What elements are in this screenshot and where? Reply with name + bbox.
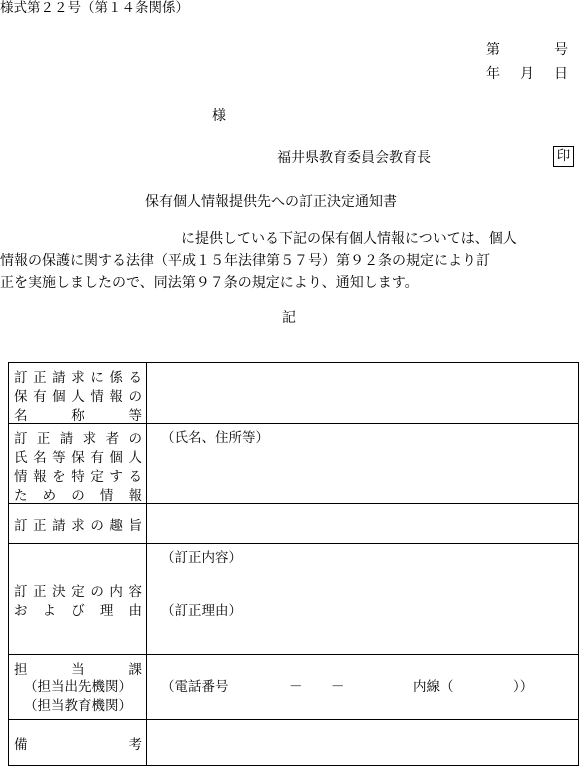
date-year-label: 年 — [486, 66, 500, 82]
label-char: 正 — [33, 369, 47, 386]
label-char: を — [52, 468, 66, 485]
row-label — [9, 544, 147, 655]
row-label — [9, 363, 147, 424]
label-line — [14, 404, 142, 423]
label-line — [14, 427, 142, 446]
label-char: 有 — [90, 449, 104, 466]
label-char: 定 — [71, 583, 85, 600]
label-char: よ — [42, 602, 57, 619]
issuer-name: 福井県教育委員会教育長 — [277, 150, 431, 166]
ki-heading: 記 — [282, 310, 296, 326]
value-cell[interactable] — [147, 544, 579, 655]
label-char: 求 — [82, 430, 97, 447]
cell-note: （訂正理由） — [161, 603, 242, 619]
label-char: 理 — [99, 602, 114, 619]
label-char: 正 — [33, 517, 47, 534]
label-char: 個 — [52, 388, 66, 405]
table-row — [9, 720, 579, 766]
label-char: 当 — [71, 662, 85, 678]
label-char: 者 — [105, 430, 120, 447]
label-line — [14, 599, 142, 618]
label-char: 訂 — [14, 369, 28, 386]
label-char: 名 — [14, 407, 28, 424]
label-char: 情 — [90, 388, 104, 405]
label-line — [14, 465, 142, 484]
form-number-label: 様式第２２号（第１４条関係） — [0, 0, 189, 16]
label-char: に — [90, 369, 104, 386]
label-line — [14, 446, 142, 465]
label-char: 定 — [90, 468, 104, 485]
table-row — [9, 504, 579, 544]
label-char: 報 — [33, 468, 47, 485]
value-cell[interactable] — [147, 363, 579, 424]
label-char: 訂 — [14, 583, 28, 600]
label-line — [14, 366, 142, 385]
table-row — [9, 424, 579, 504]
document-title: 保有個人情報提供先への訂正決定通知書 — [145, 194, 397, 210]
label-line — [14, 514, 142, 533]
details-table — [8, 362, 579, 766]
label-char: 請 — [59, 430, 74, 447]
label-char: 請 — [52, 369, 66, 386]
label-line — [14, 733, 142, 752]
label-char: の — [128, 388, 142, 405]
body-paragraph — [0, 228, 577, 294]
label-char: 趣 — [109, 517, 123, 534]
label-char: お — [14, 602, 28, 619]
row-label — [9, 720, 147, 766]
body-line: 情報の保護に関する法律（平成１５年法律第５７号）第９２条の規定により訂 — [0, 253, 490, 269]
label-char: る — [128, 369, 142, 386]
label-char: す — [109, 468, 123, 485]
label-line — [14, 385, 142, 404]
value-cell[interactable] — [147, 504, 579, 544]
label-char: 課 — [128, 662, 142, 678]
table-row — [9, 544, 579, 655]
date-month-label: 月 — [520, 66, 534, 82]
label-char: 保 — [71, 449, 85, 466]
label-char: め — [42, 487, 57, 504]
closing-paren: ）） — [513, 678, 534, 695]
label-char: 報 — [109, 388, 123, 405]
value-cell[interactable] — [147, 720, 579, 766]
addressee-suffix: 様 — [212, 108, 226, 124]
label-char: の — [128, 430, 142, 447]
label-char: 由 — [128, 602, 142, 619]
cell-note: （訂正内容） — [161, 550, 242, 566]
label-char: 名 — [33, 449, 47, 466]
document-number-suffix: 号 — [554, 42, 568, 58]
label-char: び — [71, 602, 85, 619]
label-char: 求 — [71, 369, 85, 386]
document-number-label: 第 — [486, 42, 500, 58]
label-line: （担当出先機関） — [24, 678, 132, 695]
label-line — [14, 580, 142, 599]
label-char: の — [71, 487, 85, 504]
label-char: 考 — [128, 736, 142, 753]
label-char: た — [14, 487, 28, 504]
label-char: 請 — [52, 517, 66, 534]
label-char: 情 — [99, 487, 114, 504]
label-char: 称 — [71, 407, 85, 424]
extension-label: 内線（ — [413, 678, 454, 695]
label-char: 訂 — [14, 430, 28, 447]
phone-label: （電話番号 — [161, 678, 229, 695]
label-char: 備 — [14, 736, 28, 753]
label-char: 担 — [14, 662, 28, 678]
body-line: に提供している下記の保有個人情報については、個人 — [181, 231, 517, 247]
row-label — [9, 504, 147, 544]
label-char: 有 — [33, 388, 47, 405]
table-row — [9, 363, 579, 424]
cell-note: （氏名、住所等） — [161, 430, 269, 446]
label-char: 報 — [128, 487, 142, 504]
label-char: 情 — [14, 468, 28, 485]
label-char: 訂 — [14, 517, 28, 534]
value-cell[interactable] — [147, 424, 579, 504]
label-line — [14, 484, 142, 503]
label-char: 係 — [109, 369, 123, 386]
seal-mark: 印 — [553, 146, 574, 167]
label-char: 特 — [71, 468, 85, 485]
label-char: る — [128, 468, 142, 485]
label-char: の — [90, 583, 104, 600]
label-char: 個 — [109, 449, 123, 466]
row-label — [9, 424, 147, 504]
table-row — [9, 655, 579, 720]
label-char: 容 — [128, 583, 142, 600]
label-char: の — [90, 517, 104, 534]
label-char: 等 — [128, 407, 142, 424]
body-line: 正を実施しましたので、同法第９７条の規定により、通知します。 — [0, 275, 419, 291]
label-char: 求 — [71, 517, 85, 534]
date-day-label: 日 — [554, 66, 568, 82]
label-char: 人 — [128, 449, 142, 466]
label-char: 等 — [52, 449, 66, 466]
label-char: 正 — [33, 583, 47, 600]
label-char: 正 — [36, 430, 51, 447]
label-line — [14, 659, 142, 678]
phone-dash: － — [331, 678, 345, 695]
label-char: 人 — [71, 388, 85, 405]
phone-line — [161, 678, 578, 697]
label-char: 氏 — [14, 449, 28, 466]
label-char: 内 — [109, 583, 123, 600]
value-cell[interactable] — [147, 655, 579, 720]
label-char: 決 — [52, 583, 66, 600]
phone-dash: － — [289, 678, 303, 695]
row-label — [9, 655, 147, 720]
label-char: 旨 — [128, 517, 142, 534]
label-line: （担当教育機関） — [24, 697, 132, 714]
label-char: 保 — [14, 388, 28, 405]
